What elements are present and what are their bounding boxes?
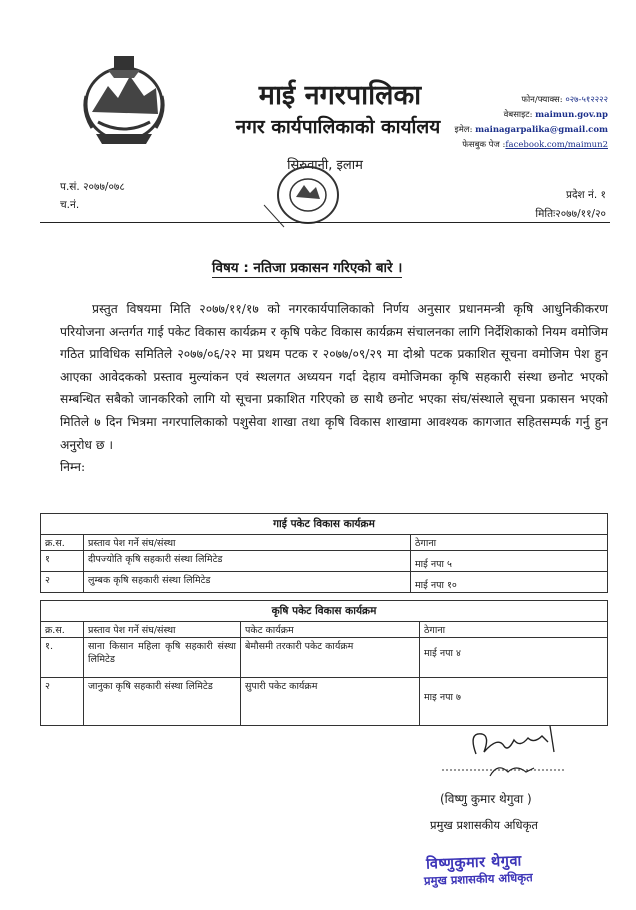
- body-paragraph: प्रस्तुत विषयमा मिति २०७७/११/१७ को नगरकार्यपालिकाको निर्णय अनुसार प्रधानमन्त्री कृषि आधुनिकीकरण परियोजना अन्तर्गत गाई पकेट विकास कार्यक्रम र कृषि पकेट विकास कार्यक्रम संचालनका लागि निर्देशिकाको नियम वमोजिम गठित प्राविधिक समितिले २०७७/०६/२२ मा प्रथम पटक र २०७७/०९/२९ मा दोश्रो पटक प्रकाशित सूचना वमोजिम पेश हुन आएका आवेदकको प्रस्ताव मुल्यांकन एवं स्थलगत अध्ययन गर्दा देहाय वमोजिमका कृषि सहकारी संस्था छनोट भएको सम्बन्धित सबैको जानकरिको लागि यो सूचना प्रकाशित गरिएको छ साथै छनोट भएका संघ/संस्थाले सूचना प्रकासन भएको मितिले ७ दिन भित्रमा नगरपालिकाको पशुसेवा शाखा तथा कृषि विकास शाखामा आवश्यक कागजात सहितसम्पर्क गर्नु हुन अनुरोध छ ।: [60, 302, 608, 452]
- table-row: [41, 678, 608, 726]
- office-location: सिरुवानी, इलाम: [287, 158, 363, 173]
- column-header: क्र.स.: [41, 535, 84, 551]
- list-intro: निम्न:: [60, 460, 86, 475]
- role-stamp: प्रमुख प्रशासकीय अधिकृत: [423, 870, 533, 888]
- dispatch-number: च.नं.: [60, 199, 80, 211]
- contact-website: [504, 109, 608, 120]
- organization-cell: दीपज्योति कृषि सहकारी संस्था लिमिटेड: [84, 551, 411, 572]
- serial-cell: २: [41, 678, 84, 726]
- address-cell: माई नपा ४: [420, 638, 608, 678]
- contact-value: maimun.gov.np: [535, 110, 608, 120]
- column-header: ठेगाना: [411, 535, 608, 551]
- contact-email: [455, 124, 608, 135]
- table-row: [41, 551, 608, 572]
- contact-label: वेबसाइट:: [503, 110, 536, 120]
- column-header: क्र.स.: [41, 622, 84, 638]
- contact-facebook: [462, 139, 608, 150]
- column-header: प्रस्ताव पेश गर्ने संघ/संस्था: [84, 622, 241, 638]
- address-cell: माई नपा ५: [411, 551, 608, 572]
- signer-name: (विष्णु कुमार थेगुवा ): [440, 792, 532, 806]
- contact-value: mainagarpalika@gmail.com: [475, 125, 608, 135]
- province-number: प्रदेश नं. १: [566, 189, 606, 201]
- notice-body: [60, 298, 608, 479]
- office-name: नगर कार्यपालिकाको कार्यालय: [235, 116, 441, 138]
- serial-cell: १.: [41, 638, 84, 678]
- agri-pocket-table: [40, 600, 608, 726]
- column-header: ठेगाना: [420, 622, 608, 638]
- letter-date: मितिः२०७७/११/२०: [535, 208, 606, 220]
- organization-cell: लुम्बक कृषि सहकारी संस्था लिमिटेड: [84, 572, 411, 593]
- address-cell: माई नपा १०: [411, 572, 608, 593]
- nepal-emblem-icon: [78, 52, 170, 148]
- contact-phone: [521, 94, 608, 105]
- column-header: पकेट कार्यक्रम: [241, 622, 420, 638]
- table-caption: गाई पकेट विकास कार्यक्रम: [41, 514, 608, 535]
- organization-cell: जानुका कृषि सहकारी संस्था लिमिटेड: [84, 678, 241, 726]
- org-name: माई नगरपालिका: [258, 80, 422, 111]
- reference-number: प.सं. २०७७/०७८: [60, 181, 125, 193]
- table-caption: कृषि पकेट विकास कार्यक्रम: [41, 601, 608, 622]
- program-cell: बेमौसमी तरकारी पकेट कार्यक्रम: [241, 638, 420, 678]
- program-cell: सुपारी पकेट कार्यक्रम: [241, 678, 420, 726]
- name-stamp: विष्णुकुमार थेगुवा: [425, 853, 523, 873]
- serial-cell: १: [41, 551, 84, 572]
- table-row: [41, 572, 608, 593]
- serial-cell: २: [41, 572, 84, 593]
- address-cell: माइ नपा ७: [420, 678, 608, 726]
- contact-label: फेसबुक पेज :: [462, 140, 506, 150]
- signer-role: प्रमुख प्रशासकीय अधिकृत: [430, 818, 538, 832]
- contact-value: ०२७-५१२२२२: [565, 95, 608, 105]
- organization-cell: साना किसान महिला कृषि सहकारी संस्था लिमिटेड: [84, 638, 241, 678]
- table-row: [41, 638, 608, 678]
- contact-label: फोन/फ्याक्स:: [521, 95, 566, 105]
- column-header: प्रस्ताव पेश गर्ने संघ/संस्था: [84, 535, 411, 551]
- subject-line: विषय : नतिजा प्रकासन गरिएको बारे ।: [212, 260, 403, 276]
- contact-value[interactable]: facebook.com/maimun2: [505, 140, 608, 150]
- handwritten-signature: [438, 722, 568, 778]
- header-divider: [40, 222, 610, 223]
- cow-pocket-table: [40, 513, 608, 593]
- contact-label: इमेल:: [454, 125, 476, 135]
